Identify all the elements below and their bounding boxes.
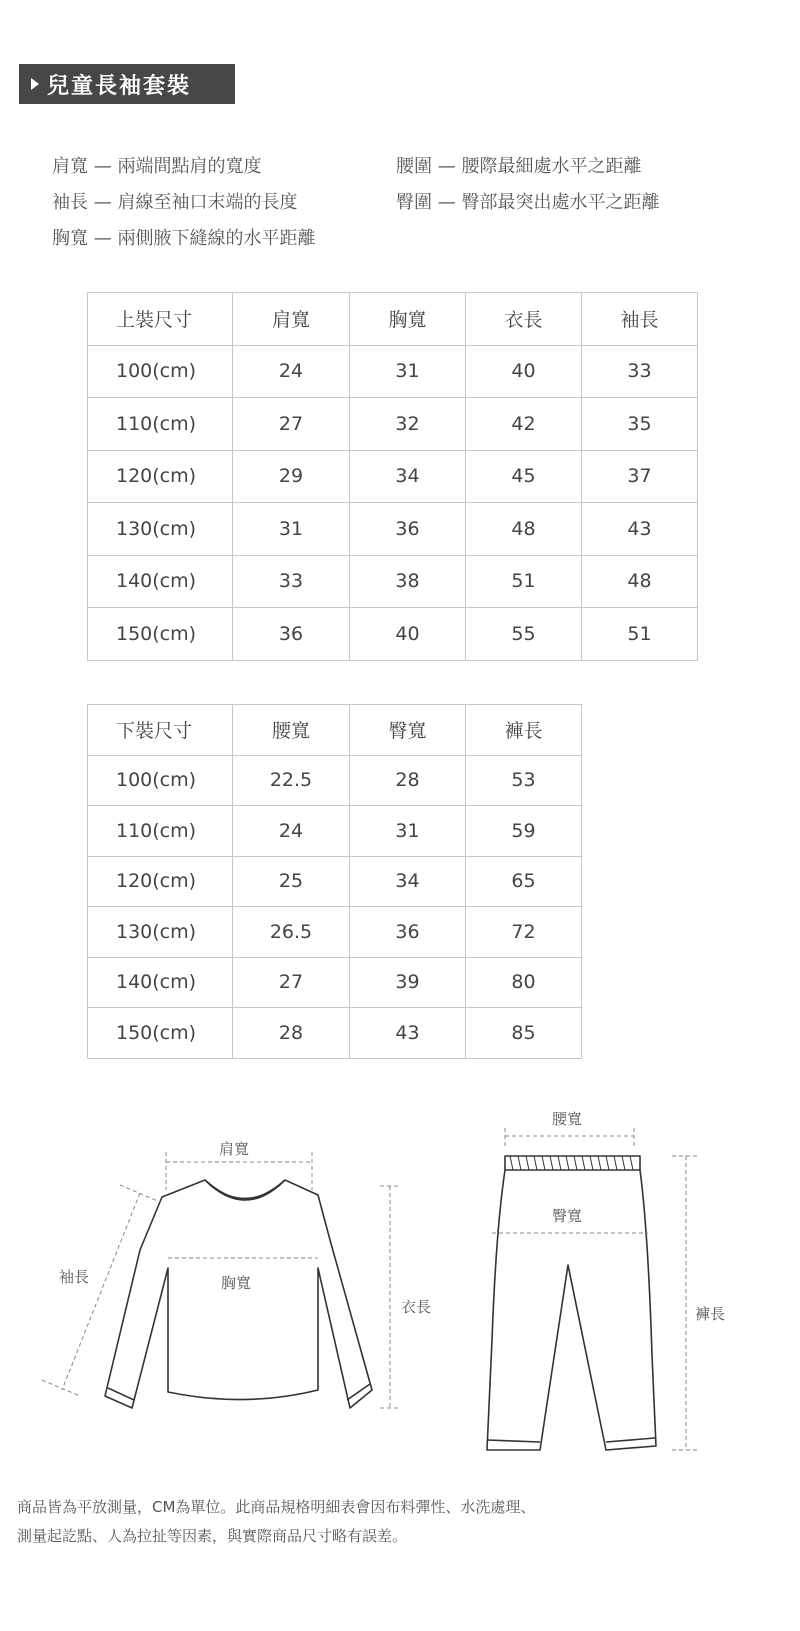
table-row	[88, 856, 582, 907]
table-cell: 33	[582, 345, 698, 398]
table-cell: 27	[233, 957, 350, 1008]
table-row	[88, 806, 582, 857]
table-header-row	[88, 705, 582, 756]
table-cell: 43	[350, 1008, 466, 1059]
bottom-size-table	[87, 704, 582, 1059]
table-row	[88, 1008, 582, 1059]
table-cell: 24	[233, 345, 350, 398]
definition-waist: 腰圍 — 腰際最細處水平之距離	[396, 156, 642, 177]
table-row	[88, 398, 698, 451]
table-cell: 140(cm)	[88, 555, 233, 608]
table-cell: 85	[466, 1008, 582, 1059]
table-cell: 65	[466, 856, 582, 907]
table-cell: 150(cm)	[88, 608, 233, 661]
definition-sleeve: 袖長 — 肩線至袖口末端的長度	[52, 192, 298, 213]
table-cell: 34	[350, 450, 466, 503]
header-cell: 腰寬	[233, 705, 350, 756]
top-size-table	[87, 292, 698, 661]
table-cell: 37	[582, 450, 698, 503]
header-cell: 肩寬	[233, 293, 350, 346]
header-cell: 胸寬	[350, 293, 466, 346]
definition-shoulder: 肩寬 — 兩端間點肩的寬度	[52, 156, 262, 177]
table-cell: 110(cm)	[88, 806, 233, 857]
table-row	[88, 608, 698, 661]
table-cell: 36	[350, 503, 466, 556]
table-cell: 26.5	[233, 907, 350, 958]
table-cell: 33	[233, 555, 350, 608]
table-cell: 100(cm)	[88, 345, 233, 398]
table-row	[88, 503, 698, 556]
table-cell: 40	[466, 345, 582, 398]
table-cell: 24	[233, 806, 350, 857]
chest-label: 胸寬	[221, 1274, 252, 1292]
header-cell: 上裝尺寸	[88, 293, 233, 346]
header-cell: 下裝尺寸	[88, 705, 233, 756]
title-banner	[19, 64, 235, 104]
table-cell: 22.5	[233, 755, 350, 806]
table-row	[88, 907, 582, 958]
table-cell: 29	[233, 450, 350, 503]
triangle-icon	[31, 78, 39, 90]
table-cell: 48	[582, 555, 698, 608]
table-cell: 31	[233, 503, 350, 556]
table-cell: 140(cm)	[88, 957, 233, 1008]
table-row	[88, 555, 698, 608]
definitions-right	[396, 149, 659, 221]
table-cell: 51	[466, 555, 582, 608]
disclaimer	[17, 1493, 535, 1551]
table-cell: 53	[466, 755, 582, 806]
shirt-outline	[105, 1180, 372, 1408]
definition-hip: 臀圍 — 臀部最突出處水平之距離	[396, 192, 660, 213]
sleeve-label: 袖長	[59, 1268, 90, 1286]
table-cell: 110(cm)	[88, 398, 233, 451]
header-cell: 褲長	[466, 705, 582, 756]
table-cell: 48	[466, 503, 582, 556]
definitions-left	[52, 149, 315, 257]
definition-chest: 胸寬 — 兩側腋下縫線的水平距離	[52, 228, 316, 249]
table-cell: 120(cm)	[88, 450, 233, 503]
table-cell: 51	[582, 608, 698, 661]
table-cell: 31	[350, 345, 466, 398]
table-cell: 72	[466, 907, 582, 958]
hip-label: 臀寬	[552, 1207, 583, 1225]
page-title: 兒童長袖套裝	[47, 73, 192, 99]
table-header-row	[88, 293, 698, 346]
table-row	[88, 345, 698, 398]
table-cell: 120(cm)	[88, 856, 233, 907]
table-cell: 130(cm)	[88, 907, 233, 958]
table-row	[88, 450, 698, 503]
sleeve-guide	[62, 1193, 140, 1390]
table-cell: 38	[350, 555, 466, 608]
table-cell: 80	[466, 957, 582, 1008]
table-cell: 34	[350, 856, 466, 907]
table-cell: 55	[466, 608, 582, 661]
table-row	[88, 755, 582, 806]
table-cell: 32	[350, 398, 466, 451]
table-cell: 40	[350, 608, 466, 661]
pants-length-label: 褲長	[695, 1305, 726, 1323]
garment-illustration	[0, 1090, 800, 1470]
table-cell: 130(cm)	[88, 503, 233, 556]
header-cell: 袖長	[582, 293, 698, 346]
header-cell: 臀寬	[350, 705, 466, 756]
table-cell: 59	[466, 806, 582, 857]
table-cell: 39	[350, 957, 466, 1008]
table-cell: 43	[582, 503, 698, 556]
table-cell: 45	[466, 450, 582, 503]
table-cell: 27	[233, 398, 350, 451]
disclaimer-line: 測量起訖點、人為拉扯等因素，與實際商品尺寸略有誤差。	[17, 1527, 408, 1545]
table-cell: 28	[350, 755, 466, 806]
table-cell: 28	[233, 1008, 350, 1059]
table-row	[88, 957, 582, 1008]
length-label: 衣長	[401, 1298, 432, 1316]
table-cell: 35	[582, 398, 698, 451]
pants-outline	[487, 1156, 656, 1450]
table-cell: 150(cm)	[88, 1008, 233, 1059]
table-cell: 25	[233, 856, 350, 907]
table-cell: 31	[350, 806, 466, 857]
header-cell: 衣長	[466, 293, 582, 346]
disclaimer-line: 商品皆為平放測量，CM為單位。此商品規格明細表會因布料彈性、水洗處理、	[17, 1498, 536, 1516]
measurement-diagram	[0, 1090, 800, 1470]
waist-label: 腰寬	[552, 1110, 583, 1128]
table-cell: 36	[233, 608, 350, 661]
table-cell: 42	[466, 398, 582, 451]
table-cell: 36	[350, 907, 466, 958]
shoulder-label: 肩寬	[219, 1140, 250, 1158]
table-cell: 100(cm)	[88, 755, 233, 806]
